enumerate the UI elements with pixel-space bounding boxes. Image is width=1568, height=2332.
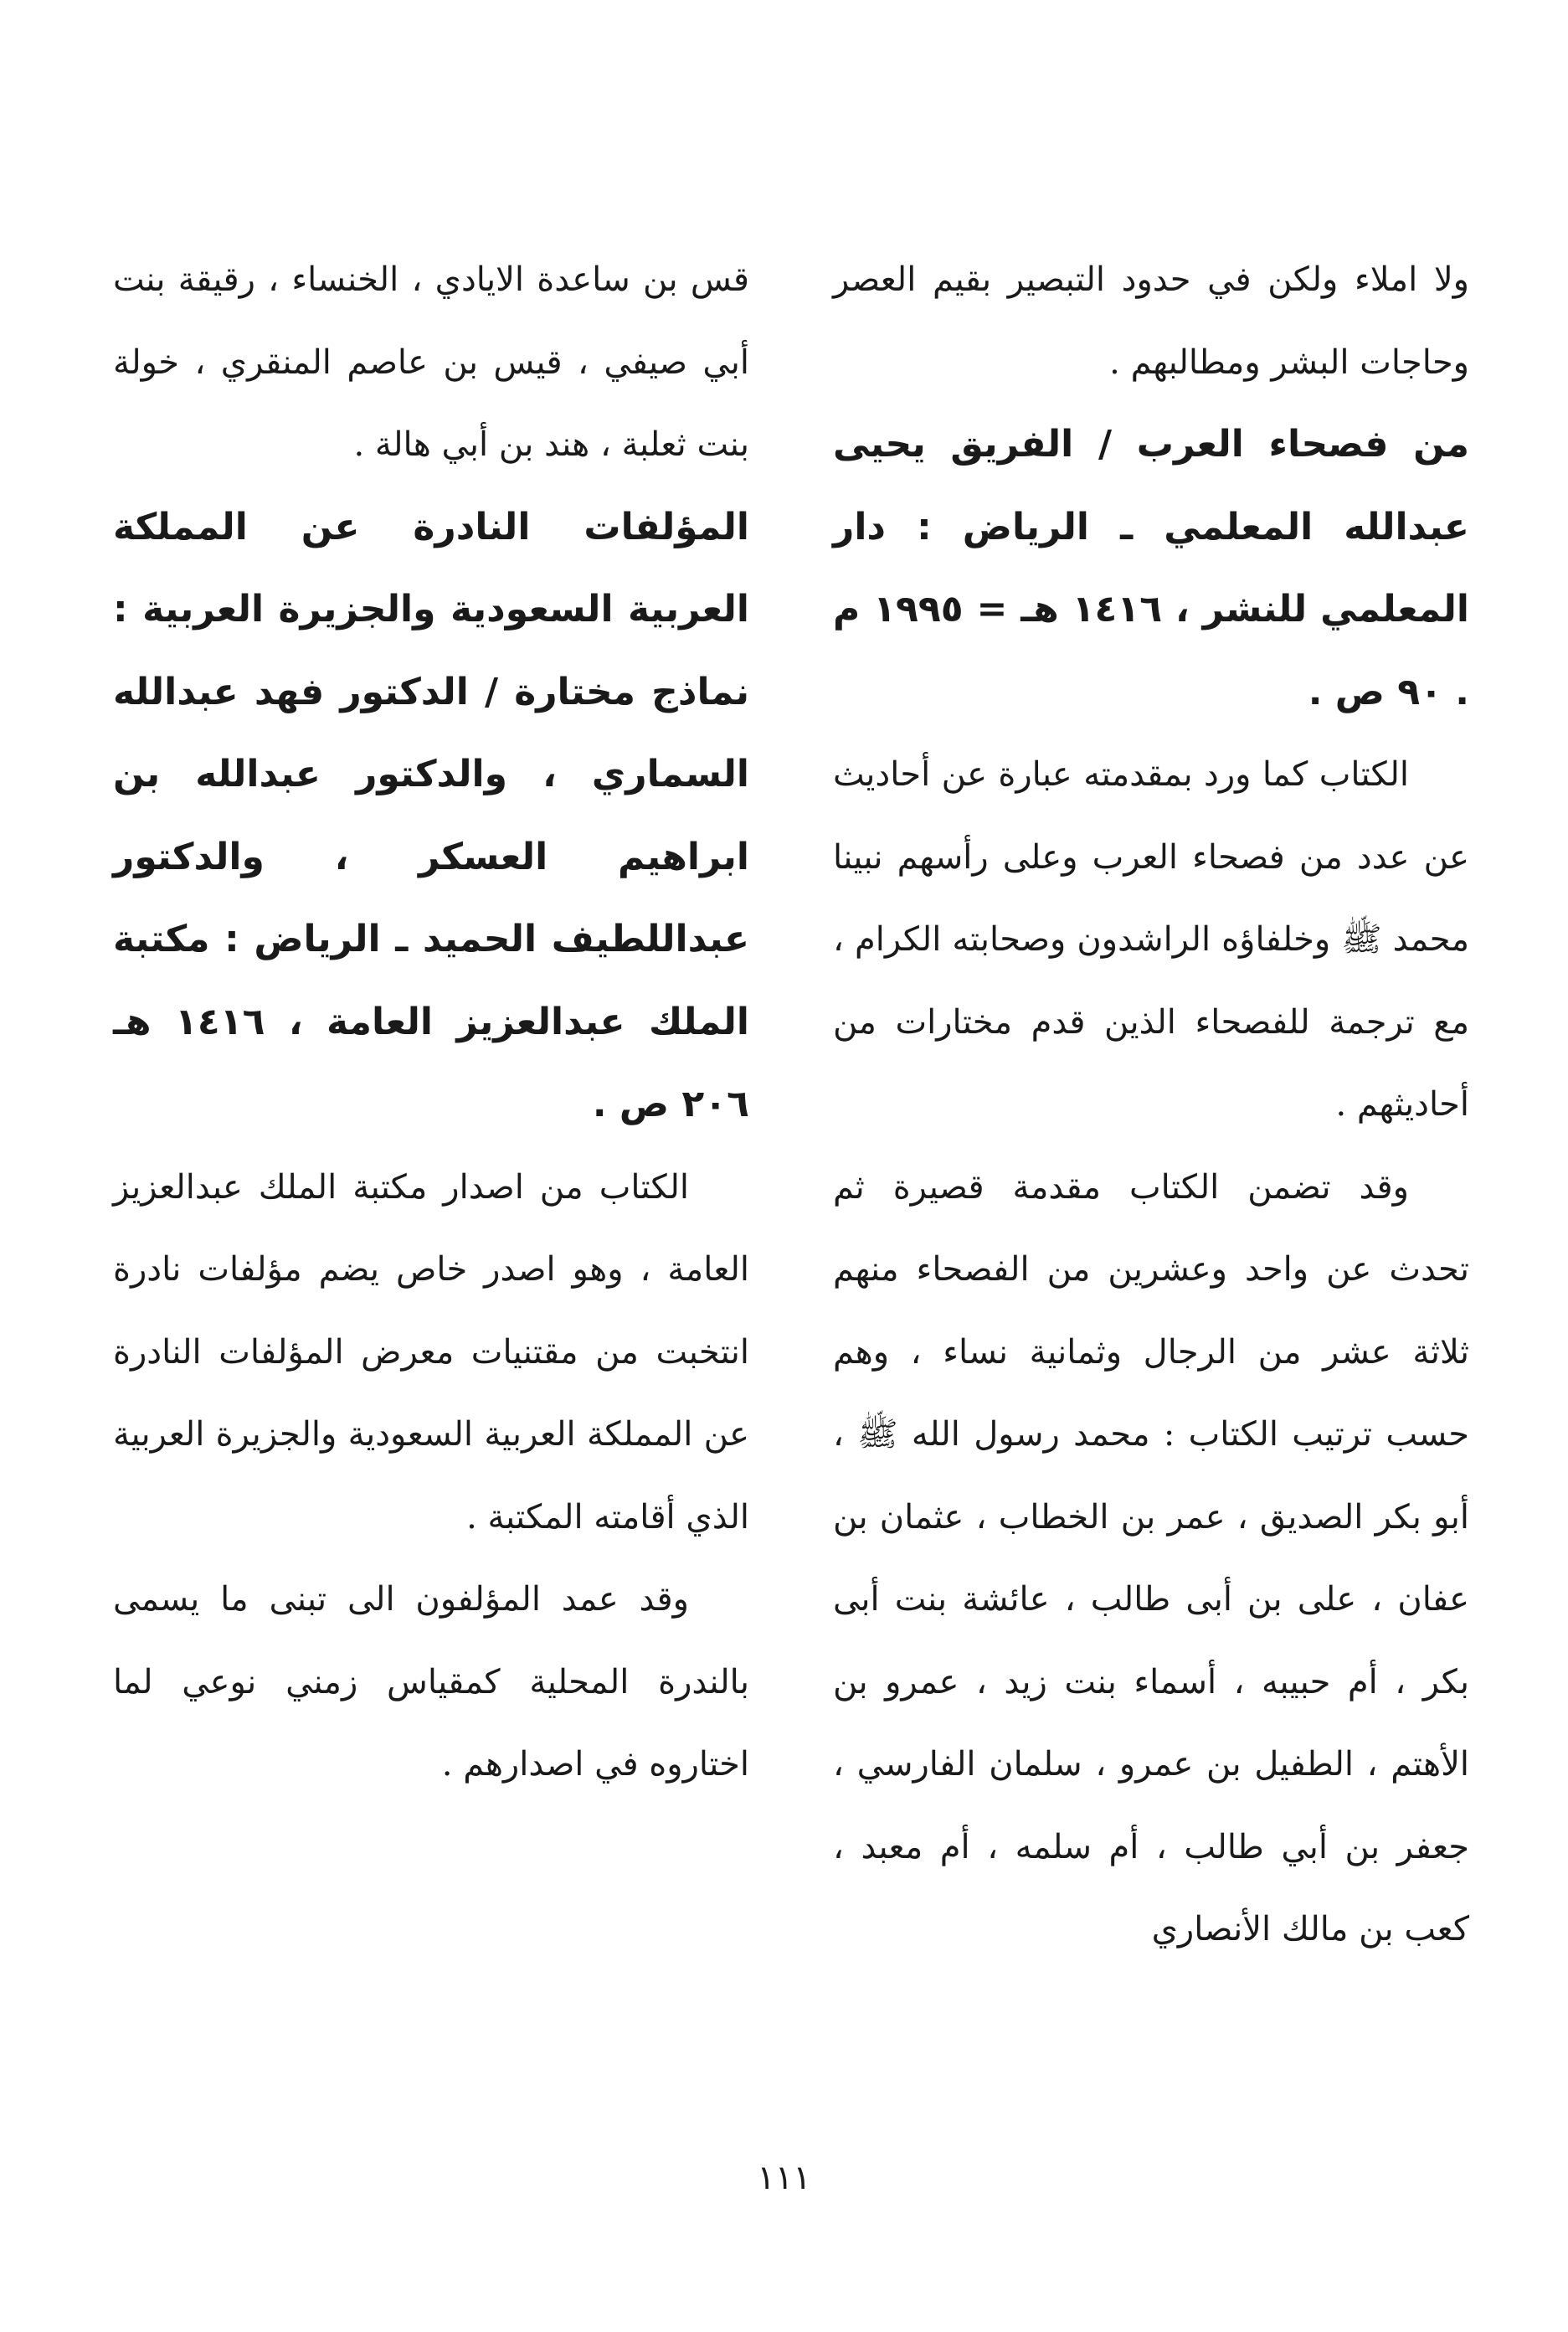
right-column-paragraph-3: وقد تضمن الكتاب مقدمة قصيرة ثم تحدث عن واحد وعشرين من الفصحاء منهم ثلاثة عشر من الرجال وثمانية نساء ، وهم حسب ترتيب الكتاب : محمد رسول الله ﷺ ، أبو بكر الصديق ، عمر بن الخطاب ، عثمان بن عفان ، على بن أبى طالب ، عائشة بنت أبى بكر ، أم حبيبه ، أسماء بنت زيد ، عمرو بن الأهتم ، الطفيل بن عمرو ، سلمان الفارسي ، جعفر بن أبي طالب ، أم سلمه ، أم معبد ، كعب بن مالك الأنصاري <box>833 1167 1469 1948</box>
left-column-paragraph-1: قس بن ساعدة الايادي ، الخنساء ، رقيقة بنت أبي صيفي ، قيس بن عاصم المنقري ، خولة بنت ثعلبة ، هند بن أبي هالة . <box>113 260 749 464</box>
right-column <box>833 239 1469 1971</box>
right-column-paragraph-2: الكتاب كما ورد بمقدمته عبارة عن أحاديث عن عدد من فصحاء العرب وعلى رأسهم نبينا محمد ﷺ وخلفاؤه الراشدون وصحابته الكرام ، مع ترجمة للفصحاء الذين قدم مختارات من أحاديثهم . <box>833 755 1469 1124</box>
left-column-paragraph-3: وقد عمد المؤلفون الى تبنى ما يسمى بالندرة المحلية كمقياس زمني نوعي لما اختاروه في اصدارهم . <box>113 1580 749 1784</box>
left-column-entry-heading: المؤلفات النادرة عن المملكة العربية السعودية والجزيرة العربية : نماذج مختارة / الدكتور فهد عبدالله السماري ، والدكتور عبدالله بن ابراهيم العسكر ، والدكتور عبداللطيف الحميد ـ الرياض : مكتبة الملك عبدالعزيز العامة ، ١٤١٦ هـ ٢٠٦ ص . <box>113 505 749 1125</box>
right-column-paragraph-1: ولا املاء ولكن في حدود التبصير بقيم العصر وحاجات البشر ومطالبهم . <box>833 260 1469 382</box>
page-number: ١١١ <box>757 2159 811 2197</box>
left-column-paragraph-2: الكتاب من اصدار مكتبة الملك عبدالعزيز العامة ، وهو اصدر خاص يضم مؤلفات نادرة انتخبت من مقتنيات معرض المؤلفات النادرة عن المملكة العربية السعودية والجزيرة العربية الذي أقامته المكتبة . <box>113 1167 749 1537</box>
left-column <box>113 239 749 1806</box>
right-column-entry-heading: من فصحاء العرب / الفريق يحيى عبدالله المعلمي ـ الرياض : دار المعلمي للنشر ، ١٤١٦ هـ = ١٩٩٥ م . ٩٠ ص . <box>833 423 1470 713</box>
